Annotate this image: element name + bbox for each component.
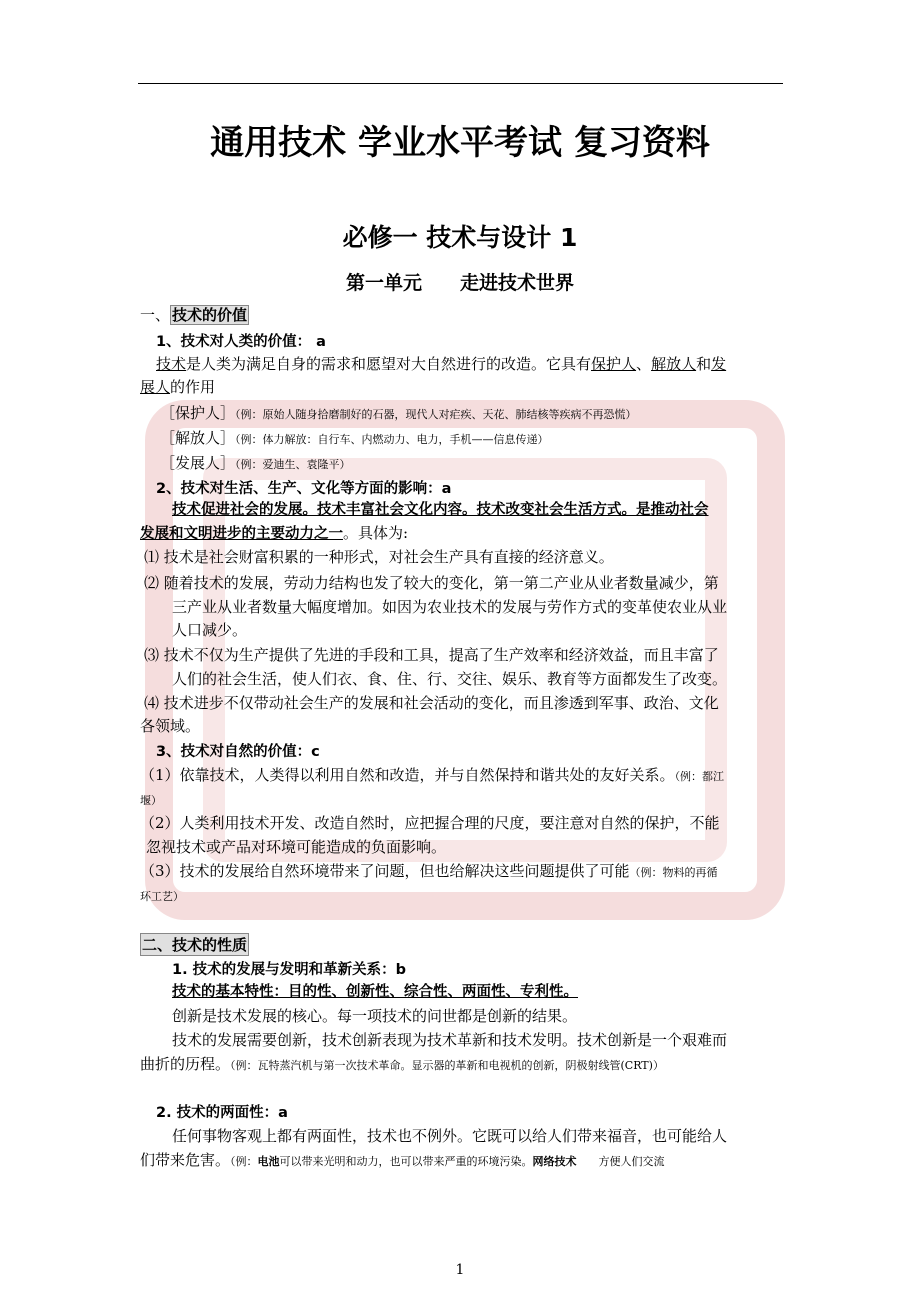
example-line: ［保护人］（例：原始人随身拾磨制好的石器，现代人对疟疾、天花、肺结核等疾病不再恐慌） — [160, 404, 637, 422]
section-2-heading: 二、技术的性质 — [140, 933, 249, 956]
paragraph: 展人的作用 — [140, 378, 216, 396]
section-2-item-1-heading: 1. 技术的发展与发明和革新关系：b — [172, 962, 407, 978]
list-item: 环工艺） — [140, 890, 184, 903]
list-item: ⑵ 随着技术的发展，劳动力结构也发了较大的变化，第一第二产业从业者数量减少，第 — [144, 574, 719, 592]
unit-heading: 第一单元 走进技术世界 — [345, 272, 574, 294]
key-statement: 发展和文明进步的主要动力之一。具体为: — [140, 524, 409, 542]
list-item: ⑷ 技术进步不仅带动社会生产的发展和社会活动的变化，而且渗透到军事、政治、文化 — [144, 694, 719, 712]
list-item: 各领域。 — [140, 717, 201, 735]
header-rule — [138, 83, 783, 84]
example-line: ［解放人］（例：体力解放：自行车、内燃动力、电力，手机——信息传递） — [160, 429, 549, 447]
list-item: 堰） — [140, 794, 162, 807]
list-item: 忽视技术或产品对环境可能造成的负面影响。 — [146, 838, 447, 856]
document-subtitle: 必修一 技术与设计 1 — [342, 223, 578, 252]
list-item: 三产业从业者数量大幅度增加。如因为农业技术的发展与劳作方式的变革使农业从业 — [172, 598, 728, 616]
list-item: （2）人类利用技术开发、改造自然时，应把握合理的尺度，要注意对自然的保护，不能 — [140, 814, 720, 832]
page-number: 1 — [455, 1262, 465, 1278]
paragraph: 创新是技术发展的核心。每一项技术的问世都是创新的结果。 — [172, 1007, 578, 1025]
paragraph: 技术是人类为满足自身的需求和愿望对大自然进行的改造。它具有保护人、解放人和发 — [156, 355, 727, 373]
key-statement: 技术促进社会的发展。技术丰富社会文化内容。技术改变社会生活方式。是推动社会 — [172, 502, 709, 518]
list-item: ⑴ 技术是社会财富积累的一种形式，对社会生产具有直接的经济意义。 — [144, 548, 614, 566]
list-item: （3）技术的发展给自然环境带来了问题，但也给解决这些问题提供了可能（例：物料的再循 — [140, 862, 718, 880]
section-2-item-2-heading: 2. 技术的两面性：a — [156, 1105, 288, 1121]
list-item: （1）依靠技术，人类得以利用自然和改造，并与自然保持和谐共处的友好关系。（例：都江 — [140, 766, 725, 784]
list-item: ⑶ 技术不仅为生产提供了先进的手段和工具，提高了生产效率和经济效益，而且丰富了 — [144, 646, 719, 664]
list-item: 人口减少。 — [172, 621, 248, 639]
section-1-item-1-heading: 1、技术对人类的价值： a — [156, 334, 326, 350]
paragraph: 曲折的历程。（例：瓦特蒸汽机与第一次技术革命。显示器的革新和电视机的创新，阴极射线管(CRT)） — [140, 1055, 664, 1073]
section-1-heading: 一、 技术的价值 — [140, 306, 248, 324]
document-title: 通用技术 学业水平考试 复习资料 — [210, 123, 710, 163]
section-1-item-2-heading: 2、技术对生活、生产、文化等方面的影响：a — [156, 481, 452, 497]
paragraph: 任何事物客观上都有两面性，技术也不例外。它既可以给人们带来福音，也可能给人 — [172, 1127, 728, 1145]
section-1-item-3-heading: 3、技术对自然的价值：c — [156, 744, 320, 760]
key-statement: 技术的基本特性：目的性、创新性、综合性、两面性、专利性。 — [172, 984, 578, 1000]
example-line: ［发展人］（例：爱迪生、袁隆平） — [160, 454, 351, 472]
paragraph: 技术的发展需要创新，技术创新表现为技术革新和技术发明。技术创新是一个艰难而 — [172, 1031, 728, 1049]
list-item: 人们的社会生活，使人们衣、食、住、行、交往、娱乐、教育等方面都发生了改变。 — [172, 670, 728, 688]
paragraph: 们带来危害。（例：电池可以带来光明和动力，也可以带来严重的环境污染。网络技术 方便人们交流 — [140, 1151, 665, 1169]
